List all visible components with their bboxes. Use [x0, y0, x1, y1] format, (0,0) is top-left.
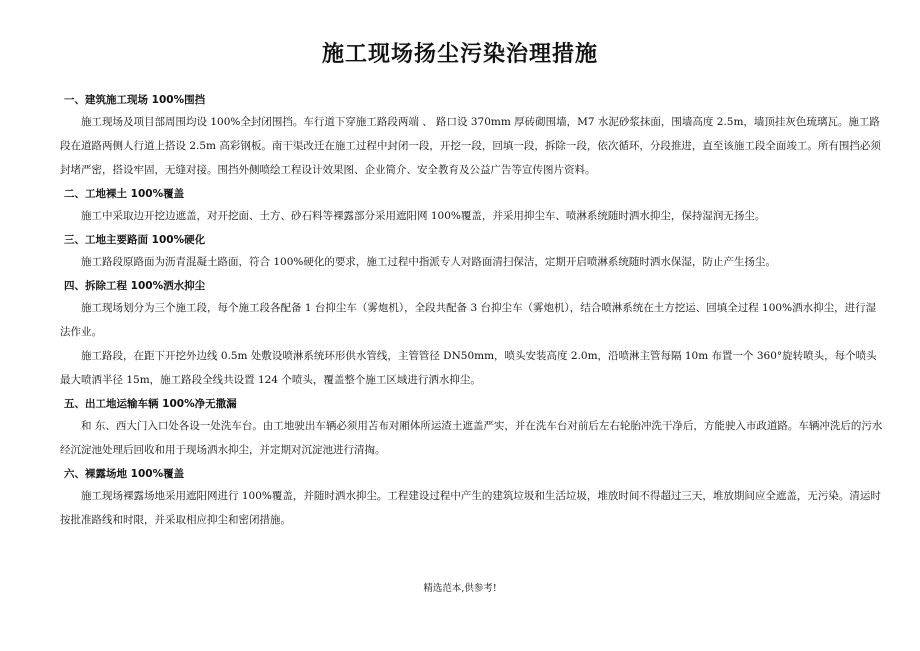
section-heading: 二、工地裸土 100%覆盖 — [64, 188, 185, 200]
section-paragraph: 施工中采取边开挖边遮盖，对开挖面、土方、砂石料等裸露部分采用遮阳网 100%覆盖，并采用抑尘车、喷淋系统随时洒水抑尘，保持湿润无扬尘。 — [81, 210, 766, 222]
section-5 — [60, 394, 886, 462]
document-body — [60, 90, 886, 532]
section-heading: 三、工地主要路面 100%硬化 — [64, 234, 206, 246]
section-paragraph: 施工现场划分为三个施工段，每个施工段各配备 1 台抑尘车（雾炮机），全段共配备 3 台抑尘车（雾炮机），结合喷淋系统在土方挖运、回填全过程 100%洒水抑尘，进行湿法作业。 — [60, 302, 877, 338]
section-heading: 四、拆除工程 100%洒水抑尘 — [64, 280, 206, 292]
section-paragraph: 施工路段原路面为沥青混凝土路面，符合 100%硬化的要求，施工过程中指派专人对路面清扫保洁，定期开启喷淋系统随时洒水保湿，防止产生扬尘。 — [81, 256, 776, 268]
section-heading: 六、裸露场地 100%覆盖 — [64, 468, 185, 480]
section-paragraph: 施工现场裸露场地采用遮阳网进行 100%覆盖，并随时洒水抑尘。工程建设过程中产生的建筑垃圾和生活垃圾，堆放时间不得超过三天，堆放期间应全遮盖，无污染。清运时按批准路线和时限，并采取相应抑尘和密闭措施。 — [60, 490, 881, 526]
section-heading: 一、建筑施工现场 100%围挡 — [64, 94, 206, 106]
section-paragraph: 和 东、西大门入口处各设一处洗车台。由工地驶出车辆必须用苫布对厢体所运渣土遮盖严实，并在洗车台对前后左右轮胎冲洗干净后，方能驶入市政道路。车辆冲洗后的污水经沉淀池处理后回收和用于现场洒水抑尘，并定期对沉淀池进行清掏。 — [60, 420, 883, 456]
section-heading: 五、出工地运输车辆 100%净无撒漏 — [64, 398, 237, 410]
document-title: 施工现场扬尘污染治理措施 — [321, 42, 598, 67]
section-3 — [60, 230, 886, 274]
section-2 — [60, 184, 886, 228]
page-footer: 精选范本,供参考! — [423, 583, 497, 594]
section-1 — [60, 90, 886, 182]
section-paragraph: 施工路段，在距下开挖外边线 0.5m 处敷设喷淋系统环形供水管线，主管管径 DN50mm，喷头安装高度 2.0m，沿喷淋主管每隔 10m 布置一个 360°旋转喷头，每个喷头最大喷洒半径 15m，施工路段全线共设置 124 个喷头，覆盖整个施工区域进行洒水抑尘。 — [60, 350, 877, 386]
section-4 — [60, 276, 886, 392]
section-paragraph: 施工现场及项目部周围均设 100%全封闭围挡。车行道下穿施工路段两端 、 路口设 370mm 厚砖砌围墙，M7 水泥砂浆抹面，围墙高度 2.5m，墙顶挂灰色琉璃瓦。施工路段在道路两侧人行道上搭设 2.5m 高彩钢板。南干渠改迁在施工过程中封闭一段，开挖一段，回填一段，拆除一段，依次循环，分段推进，直至该施工段全面竣工。所有围挡必须封堵严密，搭设牢固，无缝对接。围挡外侧喷绘工程设计效果图、企业简介、安全教育及公益广告等宣传图片资料。 — [60, 116, 881, 176]
section-6 — [60, 464, 886, 532]
